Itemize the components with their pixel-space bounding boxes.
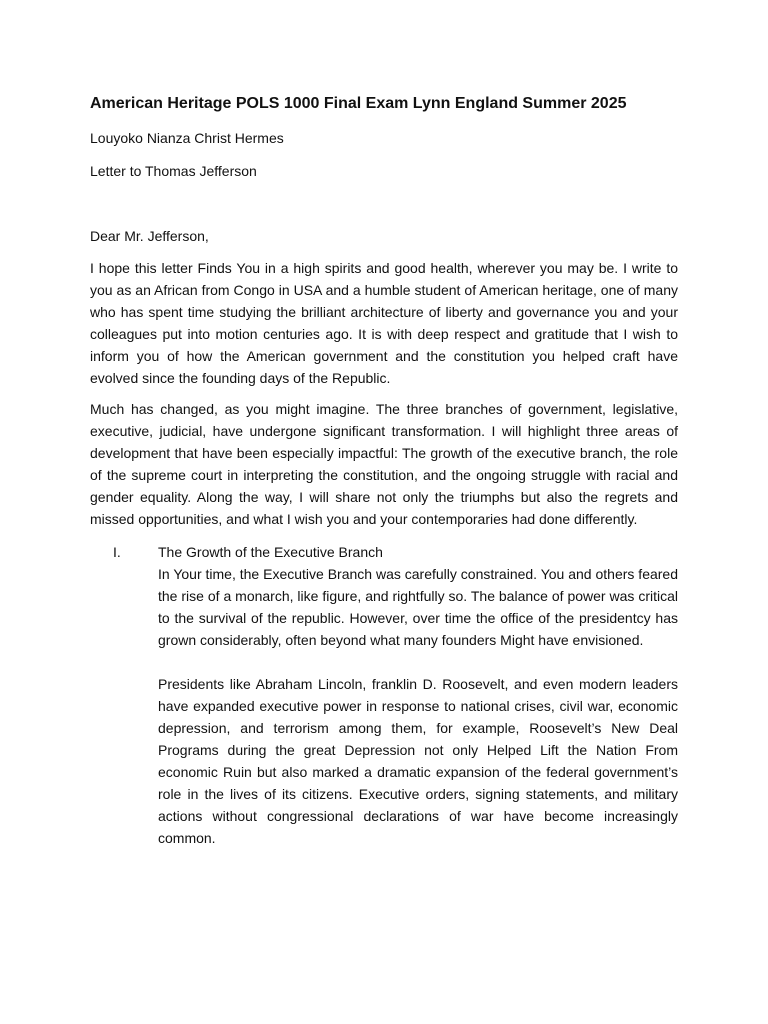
section-number: I. [113, 544, 121, 560]
section-body [158, 541, 678, 849]
salutation: Dear Mr. Jefferson, [90, 228, 209, 244]
letter-subject: Letter to Thomas Jefferson [90, 163, 257, 179]
author-name: Louyoko Nianza Christ Hermes [90, 130, 284, 146]
body-paragraph: Much has changed, as you might imagine. The three branches of government, legislative, executive, judicial, have undergone significant transformation. I will highlight three areas of development that have been especially impactful: The growth of the executive branch, the role of the supreme court in interpreting the constitution, and the ongoing struggle with racial and gender equality. Along the way, I will share not only the triumphs but also the regrets and missed opportunities, and what I wish you and your contemporaries had done differently. [90, 401, 678, 527]
section-paragraph: Presidents like Abraham Lincoln, franklin D. Roosevelt, and even modern leaders have expanded executive power in response to national crises, civil war, economic depression, and terrorism among them, for example, Roosevelt’s New Deal Programs during the great Depression not only Helped Lift the Nation From economic Ruin but also marked a dramatic expansion of the federal government’s role in the lives of its citizens. Executive orders, signing statements, and military actions without congressional declarations of war have become increasingly common. [158, 676, 678, 846]
body-paragraph: I hope this letter Finds You in a high spirits and good health, wherever you may be. I write to you as an African from Congo in USA and a humble student of American heritage, one of many who has spent time studying the brilliant architecture of liberty and governance you and your colleagues put into motion centuries ago. It is with deep respect and gratitude that I wish to inform you of how the American government and the constitution you helped craft have evolved since the founding days of the Republic. [90, 260, 678, 386]
section-paragraph: In Your time, the Executive Branch was carefully constrained. You and others feared the rise of a monarch, like figure, and rightfully so. The balance of power was critical to the survival of the republic. However, over time the office of the presidentcy has grown considerably, often beyond what many founders Might have envisioned. [158, 566, 678, 648]
section-heading: The Growth of the Executive Branch [158, 544, 383, 560]
document-title: American Heritage POLS 1000 Final Exam Lynn England Summer 2025 [90, 95, 627, 112]
